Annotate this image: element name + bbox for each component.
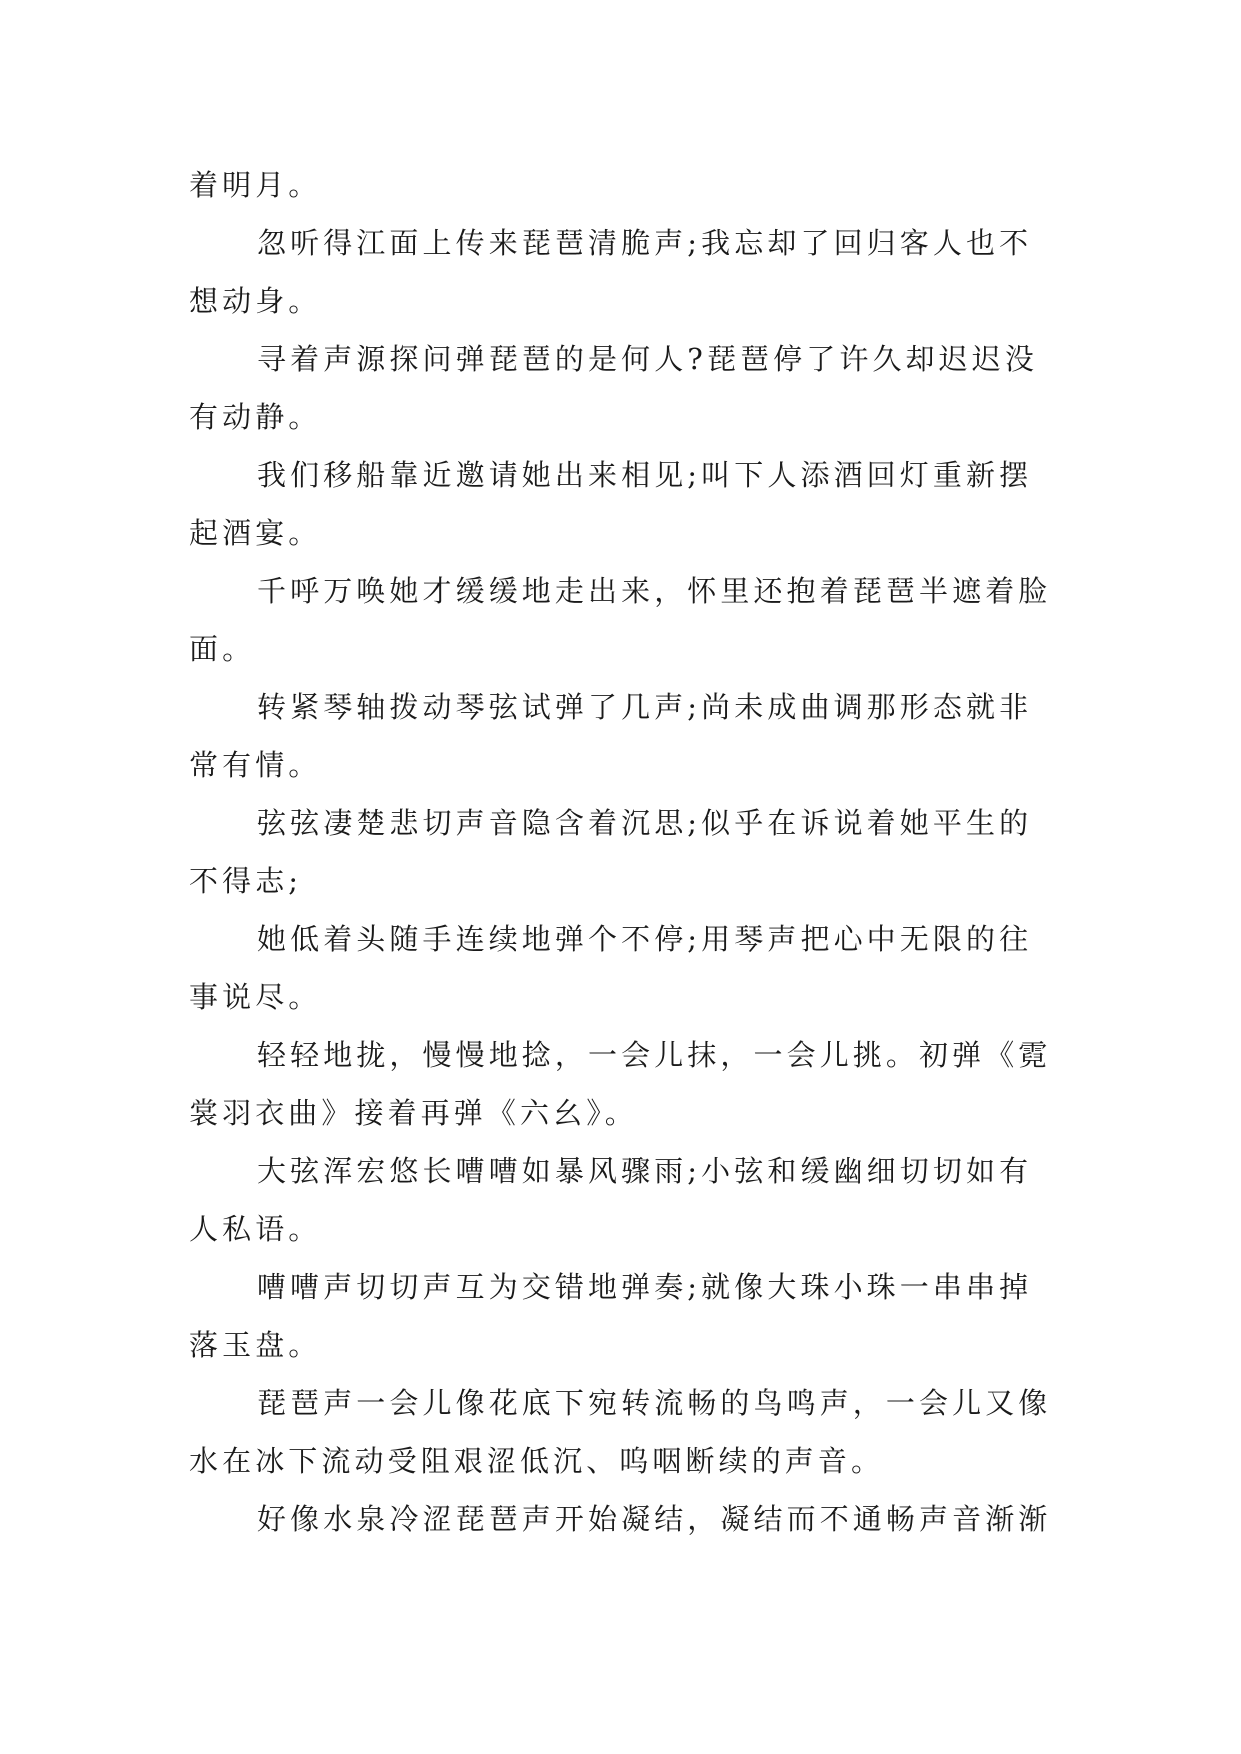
paragraph-6: 转紧琴轴拨动琴弦试弹了几声;尚未成曲调那形态就非常有情。 xyxy=(189,690,1033,782)
paragraph-3: 寻着声源探问弹琵琶的是何人?琵琶停了许久却迟迟没有动静。 xyxy=(189,342,1038,434)
paragraph-4: 我们移船靠近邀请她出来相见;叫下人添酒回灯重新摆起酒宴。 xyxy=(189,458,1033,550)
paragraph-9: 轻轻地拢，慢慢地捻，一会儿抹，一会儿挑。初弹《霓裳羽衣曲》接着再弹《六幺》。 xyxy=(189,1038,1052,1130)
paragraph-8: 她低着头随手连续地弹个不停;用琴声把心中无限的往事说尽。 xyxy=(189,922,1033,1014)
paragraph-10: 大弦浑宏悠长嘈嘈如暴风骤雨;小弦和缓幽细切切如有人私语。 xyxy=(189,1154,1033,1246)
paragraph-2: 忽听得江面上传来琵琶清脆声;我忘却了回归客人也不想动身。 xyxy=(189,226,1033,318)
paragraph-12: 琵琶声一会儿像花底下宛转流畅的鸟鸣声，一会儿又像水在冰下流动受阻艰涩低沉、呜咽断续的声音。 xyxy=(189,1386,1052,1478)
paragraph-1: 着明月。 xyxy=(189,168,322,202)
paragraph-7: 弦弦凄楚悲切声音隐含着沉思;似乎在诉说着她平生的不得志; xyxy=(189,806,1033,898)
paragraph-5: 千呼万唤她才缓缓地走出来，怀里还抱着琵琶半遮着脸面。 xyxy=(189,574,1052,666)
paragraph-11: 嘈嘈声切切声互为交错地弹奏;就像大珠小珠一串串掉落玉盘。 xyxy=(189,1270,1033,1362)
paragraph-13: 好像水泉冷涩琵琶声开始凝结，凝结而不通畅声音渐渐 xyxy=(257,1502,1052,1536)
body-text xyxy=(189,156,1055,1548)
